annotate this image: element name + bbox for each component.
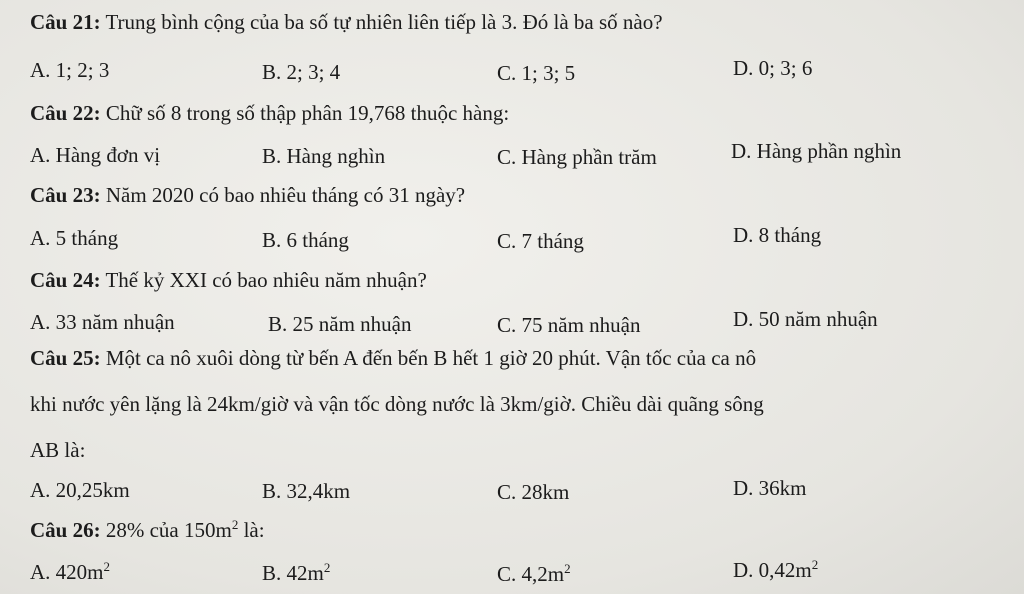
question-label: Câu 23: [30, 183, 101, 207]
superscript: 2 [564, 561, 571, 576]
option-text: C. 4,2m [497, 562, 565, 586]
question-22 [30, 101, 509, 126]
question-21 [30, 10, 663, 35]
question-text-prefix: 28% của 150m [105, 518, 232, 542]
option-a: A. 5 tháng [30, 226, 119, 250]
question-label: Câu 25: [30, 346, 101, 370]
option-c: C. Hàng phần trăm [497, 145, 657, 169]
option-a: A. 1; 2; 3 [30, 58, 110, 82]
option-a: A. 20,25km [30, 478, 130, 502]
option-b: B. 32,4km [262, 479, 351, 503]
question-text-suffix: là: [238, 518, 265, 542]
option-b: B. 6 tháng [262, 228, 349, 252]
question-text-line-1: Một ca nô xuôi dòng từ bến A đến bến B hết 1 giờ 20 phút. Vận tốc của ca nô [105, 346, 757, 370]
option-c: C. 75 năm nhuận [497, 313, 641, 337]
option-b: B. 2; 3; 4 [262, 60, 341, 84]
option-d: D. 50 năm nhuận [733, 307, 878, 331]
option-text: D. 0,42m [733, 558, 812, 582]
question-23 [30, 183, 465, 208]
option-text: B. 42m [262, 561, 324, 585]
option-d: D. Hàng phần nghìn [731, 139, 902, 163]
question-label: Câu 21: [30, 10, 101, 34]
option-a: A. 33 năm nhuận [30, 310, 175, 334]
option-b: B. Hàng nghìn [262, 144, 386, 168]
option-text: A. 420m [30, 560, 104, 584]
option-a: A. Hàng đơn vị [30, 143, 161, 167]
option-b [262, 561, 330, 586]
option-c: C. 7 tháng [497, 229, 584, 253]
question-26 [30, 518, 265, 543]
question-text: Thế kỷ XXI có bao nhiêu năm nhuận? [105, 268, 427, 292]
option-a [30, 560, 110, 585]
superscript: 2 [323, 560, 331, 575]
question-24 [30, 268, 427, 293]
superscript: 2 [231, 517, 239, 532]
option-d: D. 8 tháng [733, 223, 822, 247]
option-c: C. 1; 3; 5 [497, 61, 576, 85]
question-text: Năm 2020 có bao nhiêu tháng có 31 ngày? [105, 183, 466, 207]
option-d: D. 36km [733, 476, 807, 500]
option-c [497, 562, 571, 587]
option-b: B. 25 năm nhuận [268, 312, 412, 336]
question-label: Câu 24: [30, 268, 101, 292]
question-text: Trung bình cộng của ba số tự nhiên liên tiếp là 3. Đó là ba số nào? [105, 10, 663, 34]
question-text [106, 518, 265, 542]
question-text-line-3: AB là: [30, 438, 86, 462]
superscript: 2 [811, 557, 819, 572]
option-c: C. 28km [497, 480, 570, 504]
option-d [733, 558, 818, 583]
option-d: D. 0; 3; 6 [733, 56, 813, 80]
question-label: Câu 26: [30, 518, 101, 542]
superscript: 2 [103, 559, 110, 574]
question-label: Câu 22: [30, 101, 101, 125]
question-25 [30, 346, 756, 371]
question-text-line-2: khi nước yên lặng là 24km/giờ và vận tốc dòng nước là 3km/giờ. Chiều dài quãng sông [30, 392, 764, 416]
question-text: Chữ số 8 trong số thập phân 19,768 thuộc hàng: [105, 101, 510, 125]
